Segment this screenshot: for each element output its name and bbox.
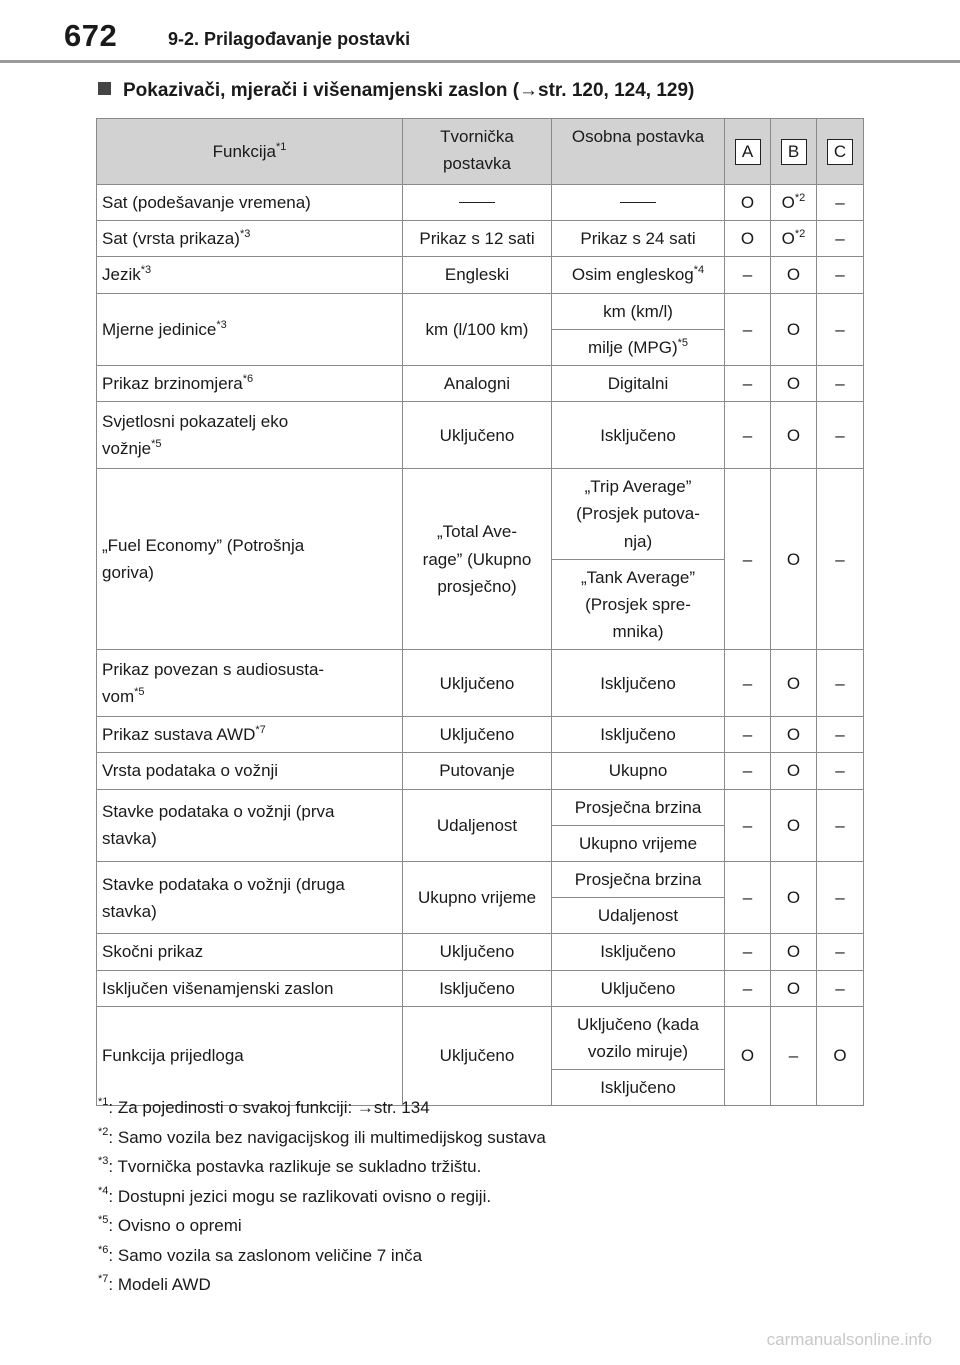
personal-cell: Osim engleskog$^{*4}$ [552, 257, 725, 293]
col-b-cell: O [771, 753, 817, 789]
function-cell: Vrsta podataka o vožnji [97, 753, 403, 789]
personal-cell: „Trip Average” (Prosjek putova- nja) [552, 469, 725, 560]
col-a-cell: – [725, 402, 771, 469]
col-b-cell: O [771, 402, 817, 469]
factory-cell: Engleski [403, 257, 552, 293]
page-number: 672 [64, 18, 118, 53]
factory-cell: km (l/100 km) [403, 293, 552, 365]
factory-cell: „Total Ave- rage” (Ukupno prosječno) [403, 469, 552, 650]
function-cell: Prikaz brzinomjera$^{*6}$ [97, 365, 403, 401]
header-col-a: A [725, 119, 771, 185]
personal-cell: km (km/l) [552, 293, 725, 329]
col-c-cell: – [817, 257, 864, 293]
col-a-cell: – [725, 789, 771, 861]
col-b-cell: – [771, 1006, 817, 1106]
function-cell: Isključen višenamjenski zaslon [97, 970, 403, 1006]
footnote: $^{*5}$: Ovisno o opremi [98, 1214, 242, 1235]
function-cell: Funkcija prijedloga [97, 1006, 403, 1106]
col-a-cell: – [725, 753, 771, 789]
col-a-cell: O [725, 185, 771, 221]
personal-cell: „Tank Average” (Prosjek spre- mnika) [552, 559, 725, 650]
col-b-cell: O [771, 862, 817, 934]
col-c-cell: – [817, 717, 864, 753]
table-row [97, 1006, 864, 1069]
table-row [97, 789, 864, 825]
table-row [97, 469, 864, 560]
col-a-cell: O [725, 1006, 771, 1106]
personal-cell: Uključeno [552, 970, 725, 1006]
section-title-text: Pokazivači, mjerači i višenamjenski zaslon (→str. 120, 124, 129) [123, 80, 695, 101]
section-heading [98, 80, 694, 102]
col-b-cell: O [771, 469, 817, 650]
chapter-title: 9-2. Prilagođavanje postavki [168, 29, 411, 49]
function-cell: Skočni prikaz [97, 934, 403, 970]
footnote: $^{*1}$: Za pojedinosti o svakoj funkciji: →str. 134 [98, 1096, 430, 1117]
footnote: $^{*2}$: Samo vozila bez navigacijskog ili multimedijskog sustava [98, 1125, 546, 1147]
col-c-cell: O [817, 1006, 864, 1106]
settings-table [96, 118, 864, 1106]
personal-cell: Uključeno (kada vozilo miruje) [552, 1006, 725, 1069]
personal-cell: Digitalni [552, 365, 725, 401]
page-header [0, 0, 960, 62]
col-c-cell: – [817, 365, 864, 401]
personal-cell: Ukupno vrijeme [552, 825, 725, 861]
function-cell: „Fuel Economy” (Potrošnja goriva) [97, 469, 403, 650]
col-a-cell: – [725, 934, 771, 970]
watermark: carmanualsonline.info [766, 1330, 932, 1349]
function-cell: Sat (podešavanje vremena) [97, 185, 403, 221]
personal-cell: Isključeno [552, 717, 725, 753]
col-b-cell: O [771, 970, 817, 1006]
personal-cell: Prosječna brzina [552, 862, 725, 898]
table-row [97, 862, 864, 898]
factory-cell: Isključeno [403, 970, 552, 1006]
col-c-cell: – [817, 469, 864, 650]
personal-cell: Isključeno [552, 934, 725, 970]
col-c-cell: – [817, 862, 864, 934]
header-col-b: B [771, 119, 817, 185]
col-c-cell: – [817, 934, 864, 970]
col-c-cell: – [817, 753, 864, 789]
col-a-cell: – [725, 257, 771, 293]
footnote: $^{*3}$: Tvornička postavka razlikuje se sukladno tržištu. [98, 1155, 482, 1176]
footnote: $^{*4}$: Dostupni jezici mogu se razlikovati ovisno o regiji. [98, 1184, 492, 1206]
col-a-cell: – [725, 469, 771, 650]
dash-mark [620, 202, 656, 203]
header-personal-setting: Osobna postavka [552, 119, 725, 185]
function-cell: Svjetlosni pokazatelj eko vožnje$^{*5}$ [97, 402, 403, 469]
table-row [97, 257, 864, 293]
col-c-cell: – [817, 650, 864, 717]
personal-cell: Isključeno [552, 402, 725, 469]
col-b-cell: $O^{*2}$ [771, 185, 817, 221]
factory-cell: Uključeno [403, 1006, 552, 1106]
col-c-cell: – [817, 402, 864, 469]
table-row [97, 293, 864, 329]
factory-cell: Uključeno [403, 650, 552, 717]
col-b-cell: O [771, 717, 817, 753]
col-b-cell: $O^{*2}$ [771, 221, 817, 257]
table-row [97, 934, 864, 970]
col-c-cell: – [817, 293, 864, 365]
personal-cell [552, 185, 725, 221]
col-b-cell: O [771, 934, 817, 970]
factory-cell: Udaljenost [403, 789, 552, 861]
function-cell: Sat (vrsta prikaza)$^{*3}$ [97, 221, 403, 257]
footnote: $^{*7}$: Modeli AWD [98, 1273, 211, 1294]
dash-mark [459, 202, 495, 203]
table-row [97, 650, 864, 717]
col-a-cell: – [725, 862, 771, 934]
personal-cell: Udaljenost [552, 898, 725, 934]
factory-cell: Uključeno [403, 402, 552, 469]
table-row [97, 970, 864, 1006]
col-b-cell: O [771, 365, 817, 401]
col-c-cell: – [817, 221, 864, 257]
table-row [97, 402, 864, 469]
table-row [97, 753, 864, 789]
col-c-cell: – [817, 789, 864, 861]
factory-cell: Uključeno [403, 717, 552, 753]
function-cell: Stavke podataka o vožnji (prva stavka) [97, 789, 403, 861]
col-a-cell: – [725, 365, 771, 401]
factory-cell: Uključeno [403, 934, 552, 970]
personal-cell: Isključeno [552, 1070, 725, 1106]
table-row [97, 221, 864, 257]
col-a-cell: – [725, 970, 771, 1006]
function-cell: Prikaz povezan s audiosusta- vom$^{*5}$ [97, 650, 403, 717]
personal-cell: milje (MPG)$^{*5}$ [552, 329, 725, 365]
col-a-cell: O [725, 221, 771, 257]
header-col-c: C [817, 119, 864, 185]
header-factory-setting: Tvornička postavka [403, 119, 552, 185]
table-row [97, 365, 864, 401]
table-row [97, 717, 864, 753]
col-c-cell: – [817, 185, 864, 221]
footnotes [98, 1093, 546, 1300]
col-c-cell: – [817, 970, 864, 1006]
factory-cell: Putovanje [403, 753, 552, 789]
col-b-cell: O [771, 789, 817, 861]
col-b-cell: O [771, 257, 817, 293]
header-divider [0, 60, 960, 63]
table-header-row [97, 119, 864, 185]
function-cell: Jezik$^{*3}$ [97, 257, 403, 293]
col-a-cell: – [725, 717, 771, 753]
col-b-cell: O [771, 650, 817, 717]
personal-cell: Prosječna brzina [552, 789, 725, 825]
square-bullet-icon [98, 82, 111, 95]
table-row [97, 185, 864, 221]
header-function: Funkcija$^{*1}$ [97, 119, 403, 185]
col-b-cell: O [771, 293, 817, 365]
function-cell: Stavke podataka o vožnji (druga stavka) [97, 862, 403, 934]
personal-cell: Ukupno [552, 753, 725, 789]
personal-cell: Isključeno [552, 650, 725, 717]
function-cell: Prikaz sustava AWD$^{*7}$ [97, 717, 403, 753]
personal-cell: Prikaz s 24 sati [552, 221, 725, 257]
col-a-cell: – [725, 650, 771, 717]
factory-cell: Prikaz s 12 sati [403, 221, 552, 257]
footnote: $^{*6}$: Samo vozila sa zaslonom veličine 7 inča [98, 1243, 423, 1265]
factory-cell [403, 185, 552, 221]
factory-cell: Ukupno vrijeme [403, 862, 552, 934]
function-cell: Mjerne jedinice$^{*3}$ [97, 293, 403, 365]
factory-cell: Analogni [403, 365, 552, 401]
col-a-cell: – [725, 293, 771, 365]
